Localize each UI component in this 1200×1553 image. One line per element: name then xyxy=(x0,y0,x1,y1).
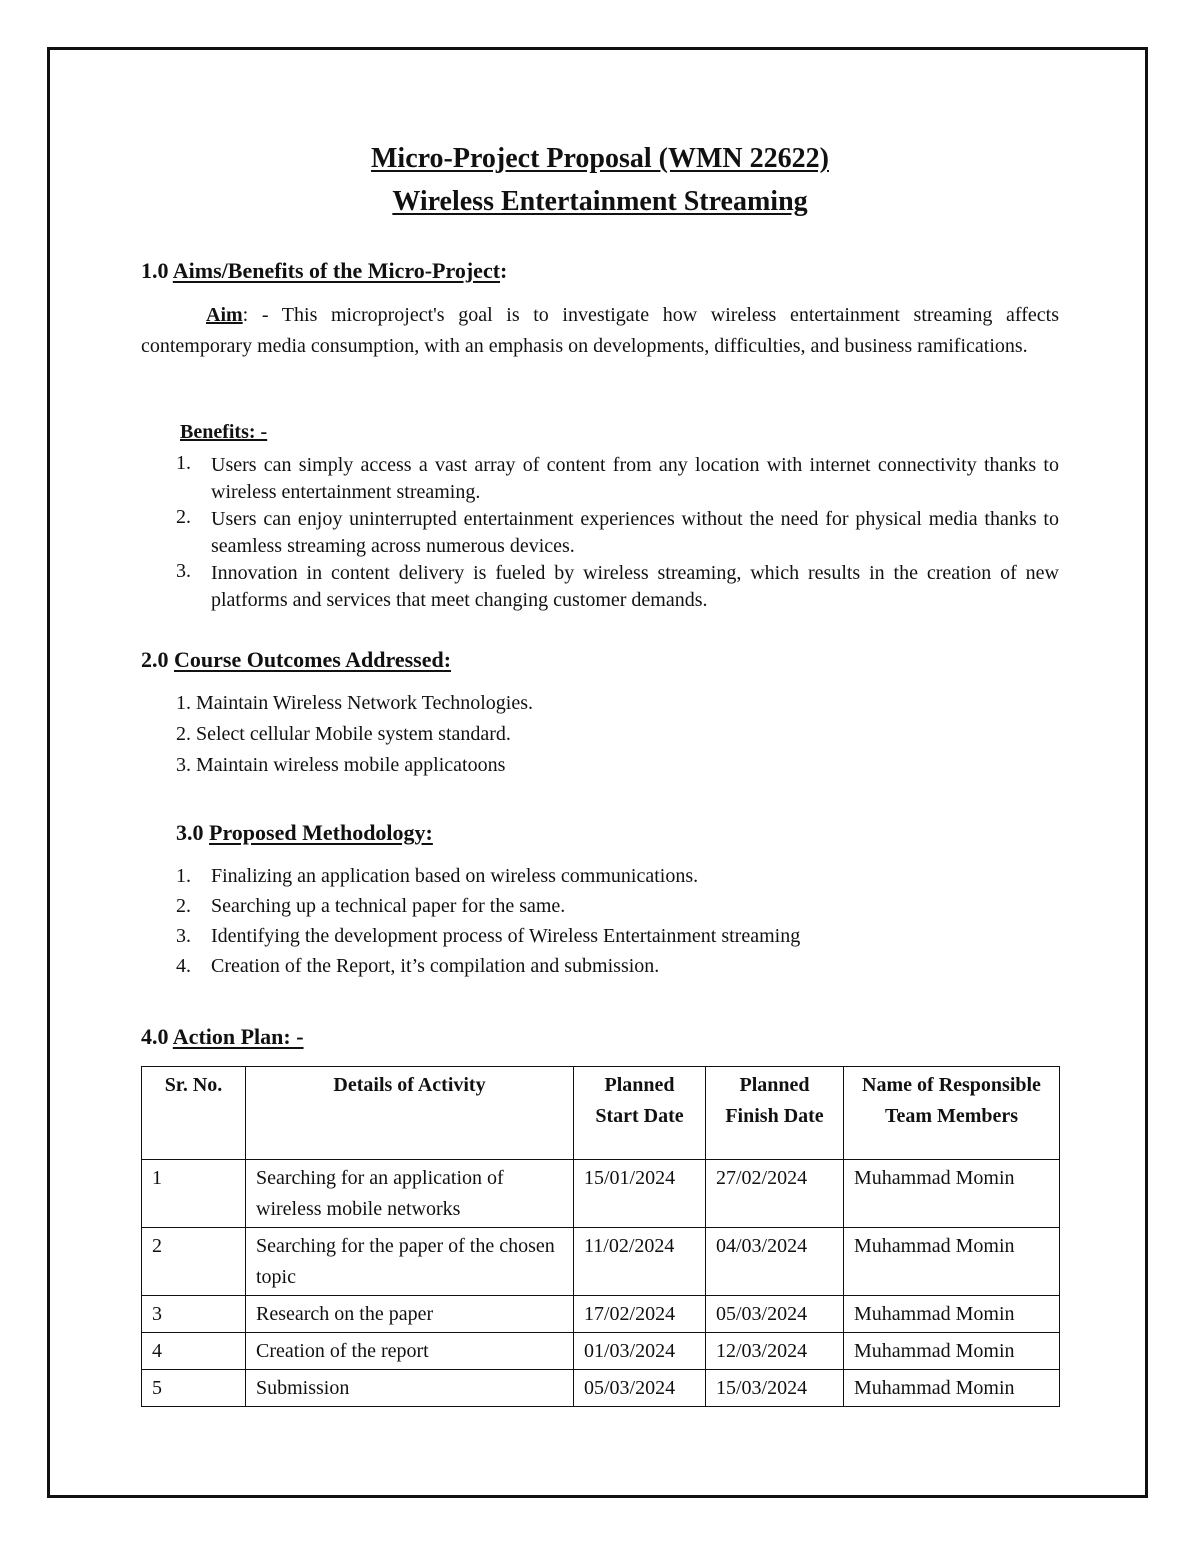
aim-label: Aim xyxy=(206,304,243,326)
section-3-title: Proposed Methodology: xyxy=(209,820,433,845)
method-2-text: Searching up a technical paper for the same. xyxy=(211,895,566,917)
cell-details: Creation of the report xyxy=(246,1333,574,1370)
cell-sr-no: 3 xyxy=(142,1296,246,1333)
table-row xyxy=(142,1296,1060,1333)
cell-team-member: Muhammad Momin xyxy=(844,1160,1060,1228)
aim-text: : - This microproject's goal is to investigate how wireless entertainment streaming affects contemporary media consumption, with an emphasis on developments, difficulties, and business ramifications. xyxy=(141,304,1059,357)
benefit-1-text: Users can simply access a vast array of content from any location with internet connectivity thanks to wireless entertainment streaming. xyxy=(211,454,1059,503)
cell-details: Research on the paper xyxy=(246,1296,574,1333)
aim-paragraph xyxy=(141,300,1059,362)
cell-finish-date: 04/03/2024 xyxy=(706,1228,844,1296)
cell-sr-no: 2 xyxy=(142,1228,246,1296)
cell-finish-date: 27/02/2024 xyxy=(706,1160,844,1228)
cell-team-member: Muhammad Momin xyxy=(844,1228,1060,1296)
section-4-number: 4.0 xyxy=(141,1024,169,1049)
section-1-title: Aims/Benefits of the Micro-Project xyxy=(172,258,501,283)
header-finish-date: Planned Finish Date xyxy=(706,1067,844,1160)
method-3-text: Identifying the development process of Wireless Entertainment streaming xyxy=(211,925,801,947)
table-row xyxy=(142,1333,1060,1370)
cell-start-date: 05/03/2024 xyxy=(574,1370,706,1407)
method-1-number: 1. xyxy=(176,865,191,887)
method-2-number: 2. xyxy=(176,895,191,917)
cell-sr-no: 5 xyxy=(142,1370,246,1407)
section-4-heading xyxy=(141,1024,304,1050)
cell-details: Searching for the paper of the chosen topic xyxy=(246,1228,574,1296)
section-2-number: 2.0 xyxy=(141,647,169,672)
cell-finish-date: 15/03/2024 xyxy=(706,1370,844,1407)
section-1-number: 1.0 xyxy=(141,258,169,283)
cell-start-date: 11/02/2024 xyxy=(574,1228,706,1296)
method-4-number: 4. xyxy=(176,955,191,977)
cell-start-date: 15/01/2024 xyxy=(574,1160,706,1228)
outcome-1: 1. Maintain Wireless Network Technologies. xyxy=(176,692,533,714)
method-4-text: Creation of the Report, it’s compilation and submission. xyxy=(211,955,660,977)
header-details: Details of Activity xyxy=(246,1067,574,1160)
cell-finish-date: 12/03/2024 xyxy=(706,1333,844,1370)
outcome-2: 2. Select cellular Mobile system standard. xyxy=(176,723,511,745)
action-plan-table xyxy=(141,1066,1060,1407)
method-1-text: Finalizing an application based on wireless communications. xyxy=(211,865,699,887)
section-2-heading xyxy=(141,647,451,673)
table-row xyxy=(142,1160,1060,1228)
header-sr-no: Sr. No. xyxy=(142,1067,246,1160)
section-3-heading xyxy=(176,820,433,846)
document-subtitle: Wireless Entertainment Streaming xyxy=(392,186,808,217)
header-start-date: Planned Start Date xyxy=(574,1067,706,1160)
benefit-3-number: 3. xyxy=(176,560,191,582)
cell-finish-date: 05/03/2024 xyxy=(706,1296,844,1333)
table-row xyxy=(142,1228,1060,1296)
method-3-number: 3. xyxy=(176,925,191,947)
cell-sr-no: 1 xyxy=(142,1160,246,1228)
benefit-2-text: Users can enjoy uninterrupted entertainment experiences without the need for physical media thanks to seamless streaming across numerous devices. xyxy=(211,508,1059,557)
header-team-members: Name of Responsible Team Members xyxy=(844,1067,1060,1160)
cell-team-member: Muhammad Momin xyxy=(844,1296,1060,1333)
cell-team-member: Muhammad Momin xyxy=(844,1370,1060,1407)
document-title: Micro-Project Proposal (WMN 22622) xyxy=(371,143,829,174)
section-3-number: 3.0 xyxy=(176,820,204,845)
table-header-row xyxy=(142,1067,1060,1160)
benefit-3-text: Innovation in content delivery is fueled by wireless streaming, which results in the creation of new platforms and services that meet changing customer demands. xyxy=(211,562,1059,611)
section-1-colon: : xyxy=(500,258,508,283)
table-row xyxy=(142,1370,1060,1407)
benefits-label: Benefits: - xyxy=(180,421,268,443)
cell-start-date: 17/02/2024 xyxy=(574,1296,706,1333)
benefit-1-number: 1. xyxy=(176,452,191,474)
cell-details: Submission xyxy=(246,1370,574,1407)
cell-details: Searching for an application of wireless mobile networks xyxy=(246,1160,574,1228)
section-1-heading xyxy=(141,258,507,284)
section-4-title: Action Plan: - xyxy=(172,1024,304,1049)
cell-team-member: Muhammad Momin xyxy=(844,1333,1060,1370)
cell-start-date: 01/03/2024 xyxy=(574,1333,706,1370)
section-2-title: Course Outcomes Addressed: xyxy=(174,647,452,672)
benefit-2-number: 2. xyxy=(176,506,191,528)
cell-sr-no: 4 xyxy=(142,1333,246,1370)
outcome-3: 3. Maintain wireless mobile applicatoons xyxy=(176,754,506,776)
